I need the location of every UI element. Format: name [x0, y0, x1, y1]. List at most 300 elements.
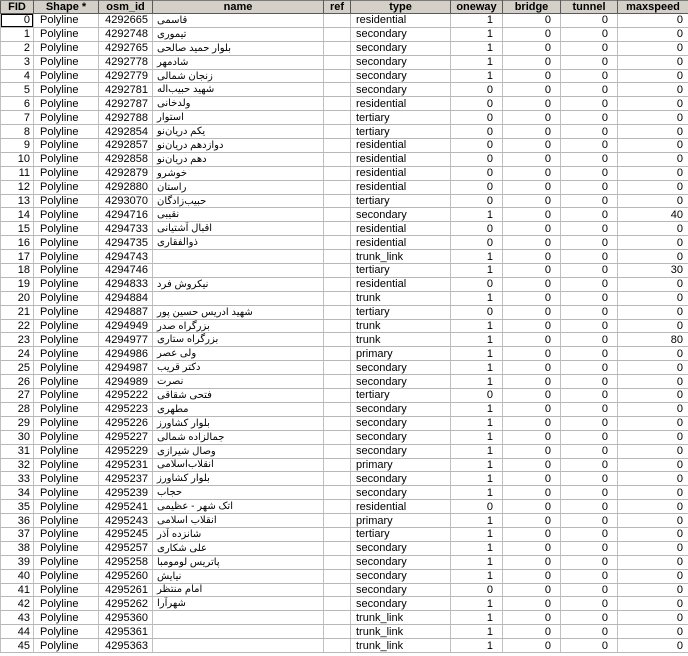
cell-ref[interactable] — [324, 583, 351, 597]
cell-type[interactable]: tertiary — [351, 389, 451, 403]
cell-oneway[interactable]: 0 — [451, 180, 503, 194]
column-header-tunnel[interactable]: tunnel — [561, 1, 618, 14]
cell-oneway[interactable]: 1 — [451, 555, 503, 569]
cell-fid[interactable]: 28 — [1, 402, 34, 416]
cell-maxspeed[interactable]: 0 — [618, 430, 688, 444]
cell-ref[interactable] — [324, 555, 351, 569]
cell-fid[interactable]: 33 — [1, 472, 34, 486]
cell-fid[interactable]: 43 — [1, 611, 34, 625]
cell-osm_id[interactable]: 4292854 — [99, 125, 153, 139]
cell-ref[interactable] — [324, 277, 351, 291]
cell-fid[interactable]: 26 — [1, 375, 34, 389]
cell-tunnel[interactable]: 0 — [561, 180, 618, 194]
cell-maxspeed[interactable]: 0 — [618, 152, 688, 166]
cell-oneway[interactable]: 0 — [451, 222, 503, 236]
cell-bridge[interactable]: 0 — [503, 361, 561, 375]
cell-maxspeed[interactable]: 0 — [618, 514, 688, 528]
cell-tunnel[interactable]: 0 — [561, 208, 618, 222]
cell-shape[interactable]: Polyline — [34, 305, 99, 319]
cell-oneway[interactable]: 0 — [451, 97, 503, 111]
cell-fid[interactable]: 4 — [1, 69, 34, 83]
cell-fid[interactable]: 30 — [1, 430, 34, 444]
cell-osm_id[interactable]: 4292778 — [99, 55, 153, 69]
cell-osm_id[interactable]: 4294989 — [99, 375, 153, 389]
cell-tunnel[interactable]: 0 — [561, 291, 618, 305]
cell-tunnel[interactable]: 0 — [561, 444, 618, 458]
cell-name[interactable] — [153, 208, 324, 222]
cell-tunnel[interactable]: 0 — [561, 639, 618, 653]
cell-osm_id[interactable]: 4295241 — [99, 500, 153, 514]
cell-name[interactable] — [153, 97, 324, 111]
cell-type[interactable]: tertiary — [351, 264, 451, 278]
cell-maxspeed[interactable]: 0 — [618, 236, 688, 250]
cell-oneway[interactable]: 1 — [451, 486, 503, 500]
cell-fid[interactable]: 2 — [1, 41, 34, 55]
cell-fid[interactable]: 13 — [1, 194, 34, 208]
cell-bridge[interactable]: 0 — [503, 541, 561, 555]
cell-fid[interactable]: 20 — [1, 291, 34, 305]
cell-shape[interactable]: Polyline — [34, 277, 99, 291]
cell-fid[interactable]: 1 — [1, 27, 34, 41]
cell-tunnel[interactable]: 0 — [561, 500, 618, 514]
cell-type[interactable]: trunk_link — [351, 625, 451, 639]
cell-fid[interactable]: 35 — [1, 500, 34, 514]
cell-tunnel[interactable]: 0 — [561, 250, 618, 264]
cell-osm_id[interactable]: 4292779 — [99, 69, 153, 83]
cell-shape[interactable]: Polyline — [34, 152, 99, 166]
cell-fid[interactable]: 34 — [1, 486, 34, 500]
cell-oneway[interactable]: 1 — [451, 361, 503, 375]
cell-maxspeed[interactable]: 0 — [618, 83, 688, 97]
cell-ref[interactable] — [324, 486, 351, 500]
cell-tunnel[interactable]: 0 — [561, 69, 618, 83]
cell-shape[interactable]: Polyline — [34, 639, 99, 653]
cell-oneway[interactable]: 1 — [451, 625, 503, 639]
cell-bridge[interactable]: 0 — [503, 291, 561, 305]
cell-osm_id[interactable]: 4292787 — [99, 97, 153, 111]
cell-ref[interactable] — [324, 111, 351, 125]
cell-osm_id[interactable]: 4294743 — [99, 250, 153, 264]
cell-fid[interactable]: 25 — [1, 361, 34, 375]
cell-type[interactable]: secondary — [351, 375, 451, 389]
cell-tunnel[interactable]: 0 — [561, 472, 618, 486]
cell-bridge[interactable]: 0 — [503, 208, 561, 222]
cell-oneway[interactable]: 0 — [451, 236, 503, 250]
cell-type[interactable]: secondary — [351, 486, 451, 500]
cell-ref[interactable] — [324, 389, 351, 403]
cell-type[interactable]: trunk — [351, 319, 451, 333]
cell-osm_id[interactable]: 4295226 — [99, 416, 153, 430]
cell-shape[interactable]: Polyline — [34, 333, 99, 347]
cell-fid[interactable]: 29 — [1, 416, 34, 430]
cell-maxspeed[interactable]: 0 — [618, 472, 688, 486]
cell-osm_id[interactable]: 4292765 — [99, 41, 153, 55]
cell-bridge[interactable]: 0 — [503, 514, 561, 528]
cell-tunnel[interactable]: 0 — [561, 486, 618, 500]
cell-type[interactable]: tertiary — [351, 125, 451, 139]
cell-shape[interactable]: Polyline — [34, 514, 99, 528]
cell-osm_id[interactable]: 4292788 — [99, 111, 153, 125]
cell-type[interactable]: secondary — [351, 444, 451, 458]
cell-type[interactable]: secondary — [351, 83, 451, 97]
cell-ref[interactable] — [324, 514, 351, 528]
cell-bridge[interactable]: 0 — [503, 555, 561, 569]
cell-bridge[interactable]: 0 — [503, 375, 561, 389]
cell-maxspeed[interactable]: 0 — [618, 125, 688, 139]
cell-bridge[interactable]: 0 — [503, 347, 561, 361]
cell-osm_id[interactable]: 4295222 — [99, 389, 153, 403]
cell-fid[interactable]: 41 — [1, 583, 34, 597]
cell-fid[interactable]: 18 — [1, 264, 34, 278]
cell-name[interactable] — [153, 375, 324, 389]
cell-fid[interactable]: 16 — [1, 236, 34, 250]
cell-tunnel[interactable]: 0 — [561, 264, 618, 278]
cell-maxspeed[interactable]: 0 — [618, 625, 688, 639]
cell-osm_id[interactable]: 4295229 — [99, 444, 153, 458]
cell-oneway[interactable]: 1 — [451, 208, 503, 222]
cell-name[interactable] — [153, 514, 324, 528]
cell-type[interactable]: residential — [351, 139, 451, 153]
cell-ref[interactable] — [324, 236, 351, 250]
cell-oneway[interactable]: 1 — [451, 611, 503, 625]
cell-ref[interactable] — [324, 69, 351, 83]
cell-name[interactable] — [153, 305, 324, 319]
cell-ref[interactable] — [324, 152, 351, 166]
cell-name[interactable] — [153, 472, 324, 486]
cell-tunnel[interactable]: 0 — [561, 41, 618, 55]
cell-bridge[interactable]: 0 — [503, 152, 561, 166]
cell-tunnel[interactable]: 0 — [561, 194, 618, 208]
cell-name[interactable] — [153, 222, 324, 236]
cell-name[interactable] — [153, 111, 324, 125]
cell-osm_id[interactable]: 4295361 — [99, 625, 153, 639]
cell-maxspeed[interactable]: 0 — [618, 639, 688, 653]
cell-fid[interactable]: 19 — [1, 277, 34, 291]
cell-oneway[interactable]: 0 — [451, 583, 503, 597]
cell-tunnel[interactable]: 0 — [561, 139, 618, 153]
cell-ref[interactable] — [324, 444, 351, 458]
cell-name[interactable] — [153, 555, 324, 569]
cell-bridge[interactable]: 0 — [503, 639, 561, 653]
cell-ref[interactable] — [324, 430, 351, 444]
cell-osm_id[interactable]: 4295260 — [99, 569, 153, 583]
cell-ref[interactable] — [324, 264, 351, 278]
column-header-oneway[interactable]: oneway — [451, 1, 503, 14]
cell-shape[interactable]: Polyline — [34, 375, 99, 389]
cell-maxspeed[interactable]: 0 — [618, 222, 688, 236]
cell-tunnel[interactable]: 0 — [561, 430, 618, 444]
cell-maxspeed[interactable]: 0 — [618, 291, 688, 305]
cell-ref[interactable] — [324, 472, 351, 486]
cell-bridge[interactable]: 0 — [503, 222, 561, 236]
cell-tunnel[interactable]: 0 — [561, 361, 618, 375]
cell-name[interactable] — [153, 319, 324, 333]
cell-oneway[interactable]: 1 — [451, 402, 503, 416]
column-header-name[interactable]: name — [153, 1, 324, 14]
cell-ref[interactable] — [324, 27, 351, 41]
cell-type[interactable]: tertiary — [351, 527, 451, 541]
cell-type[interactable]: secondary — [351, 430, 451, 444]
cell-tunnel[interactable]: 0 — [561, 416, 618, 430]
cell-name[interactable] — [153, 83, 324, 97]
cell-oneway[interactable]: 1 — [451, 514, 503, 528]
cell-type[interactable]: trunk_link — [351, 250, 451, 264]
cell-ref[interactable] — [324, 347, 351, 361]
cell-shape[interactable]: Polyline — [34, 347, 99, 361]
cell-oneway[interactable]: 1 — [451, 27, 503, 41]
cell-type[interactable]: primary — [351, 514, 451, 528]
cell-shape[interactable]: Polyline — [34, 597, 99, 611]
cell-bridge[interactable]: 0 — [503, 527, 561, 541]
cell-type[interactable]: secondary — [351, 583, 451, 597]
column-header-ref[interactable]: ref — [324, 1, 351, 14]
cell-shape[interactable]: Polyline — [34, 55, 99, 69]
cell-shape[interactable]: Polyline — [34, 402, 99, 416]
cell-ref[interactable] — [324, 139, 351, 153]
cell-maxspeed[interactable]: 0 — [618, 569, 688, 583]
cell-osm_id[interactable]: 4295257 — [99, 541, 153, 555]
cell-bridge[interactable]: 0 — [503, 583, 561, 597]
cell-osm_id[interactable]: 4292857 — [99, 139, 153, 153]
cell-oneway[interactable]: 1 — [451, 14, 503, 28]
cell-osm_id[interactable]: 4295237 — [99, 472, 153, 486]
cell-type[interactable]: residential — [351, 14, 451, 28]
cell-osm_id[interactable]: 4294884 — [99, 291, 153, 305]
cell-shape[interactable]: Polyline — [34, 14, 99, 28]
cell-osm_id[interactable]: 4294987 — [99, 361, 153, 375]
cell-name[interactable] — [153, 264, 324, 278]
cell-name[interactable] — [153, 347, 324, 361]
cell-shape[interactable]: Polyline — [34, 430, 99, 444]
cell-bridge[interactable]: 0 — [503, 402, 561, 416]
cell-tunnel[interactable]: 0 — [561, 166, 618, 180]
cell-type[interactable]: secondary — [351, 555, 451, 569]
cell-ref[interactable] — [324, 361, 351, 375]
cell-maxspeed[interactable]: 0 — [618, 375, 688, 389]
cell-type[interactable]: tertiary — [351, 111, 451, 125]
cell-bridge[interactable]: 0 — [503, 625, 561, 639]
cell-oneway[interactable]: 0 — [451, 166, 503, 180]
cell-tunnel[interactable]: 0 — [561, 111, 618, 125]
cell-type[interactable]: secondary — [351, 541, 451, 555]
cell-ref[interactable] — [324, 291, 351, 305]
cell-fid[interactable]: 27 — [1, 389, 34, 403]
cell-name[interactable] — [153, 597, 324, 611]
cell-ref[interactable] — [324, 569, 351, 583]
cell-ref[interactable] — [324, 166, 351, 180]
cell-shape[interactable]: Polyline — [34, 569, 99, 583]
cell-maxspeed[interactable]: 0 — [618, 389, 688, 403]
cell-shape[interactable]: Polyline — [34, 527, 99, 541]
cell-shape[interactable]: Polyline — [34, 555, 99, 569]
cell-shape[interactable]: Polyline — [34, 69, 99, 83]
cell-name[interactable] — [153, 500, 324, 514]
cell-bridge[interactable]: 0 — [503, 111, 561, 125]
cell-fid[interactable]: 12 — [1, 180, 34, 194]
cell-type[interactable]: residential — [351, 166, 451, 180]
cell-oneway[interactable]: 0 — [451, 139, 503, 153]
cell-maxspeed[interactable]: 80 — [618, 333, 688, 347]
cell-bridge[interactable]: 0 — [503, 139, 561, 153]
cell-name[interactable] — [153, 639, 324, 653]
cell-maxspeed[interactable]: 0 — [618, 541, 688, 555]
cell-maxspeed[interactable]: 0 — [618, 347, 688, 361]
cell-fid[interactable]: 45 — [1, 639, 34, 653]
cell-tunnel[interactable]: 0 — [561, 514, 618, 528]
cell-shape[interactable]: Polyline — [34, 611, 99, 625]
cell-osm_id[interactable]: 4295243 — [99, 514, 153, 528]
cell-tunnel[interactable]: 0 — [561, 27, 618, 41]
cell-type[interactable]: residential — [351, 277, 451, 291]
cell-osm_id[interactable]: 4294833 — [99, 277, 153, 291]
cell-maxspeed[interactable]: 0 — [618, 277, 688, 291]
cell-oneway[interactable]: 1 — [451, 472, 503, 486]
cell-oneway[interactable]: 0 — [451, 389, 503, 403]
cell-shape[interactable]: Polyline — [34, 83, 99, 97]
cell-maxspeed[interactable]: 0 — [618, 27, 688, 41]
cell-tunnel[interactable]: 0 — [561, 14, 618, 28]
column-header-shape[interactable]: Shape * — [34, 1, 99, 14]
cell-oneway[interactable]: 1 — [451, 69, 503, 83]
cell-type[interactable]: secondary — [351, 416, 451, 430]
cell-bridge[interactable]: 0 — [503, 458, 561, 472]
cell-oneway[interactable]: 1 — [451, 541, 503, 555]
cell-type[interactable]: secondary — [351, 69, 451, 83]
cell-type[interactable]: residential — [351, 180, 451, 194]
cell-bridge[interactable]: 0 — [503, 416, 561, 430]
cell-bridge[interactable]: 0 — [503, 597, 561, 611]
cell-name[interactable] — [153, 139, 324, 153]
cell-shape[interactable]: Polyline — [34, 139, 99, 153]
cell-tunnel[interactable]: 0 — [561, 402, 618, 416]
cell-ref[interactable] — [324, 541, 351, 555]
cell-maxspeed[interactable]: 0 — [618, 305, 688, 319]
cell-tunnel[interactable]: 0 — [561, 555, 618, 569]
cell-osm_id[interactable]: 4295261 — [99, 583, 153, 597]
cell-osm_id[interactable]: 4292880 — [99, 180, 153, 194]
cell-tunnel[interactable]: 0 — [561, 319, 618, 333]
cell-name[interactable] — [153, 41, 324, 55]
cell-name[interactable] — [153, 389, 324, 403]
cell-bridge[interactable]: 0 — [503, 166, 561, 180]
cell-fid[interactable]: 7 — [1, 111, 34, 125]
cell-fid[interactable]: 38 — [1, 541, 34, 555]
cell-name[interactable] — [153, 236, 324, 250]
cell-bridge[interactable]: 0 — [503, 236, 561, 250]
cell-oneway[interactable]: 1 — [451, 430, 503, 444]
cell-bridge[interactable]: 0 — [503, 319, 561, 333]
cell-name[interactable] — [153, 69, 324, 83]
cell-name[interactable] — [153, 402, 324, 416]
cell-oneway[interactable]: 1 — [451, 458, 503, 472]
cell-ref[interactable] — [324, 194, 351, 208]
cell-bridge[interactable]: 0 — [503, 97, 561, 111]
cell-name[interactable] — [153, 625, 324, 639]
cell-type[interactable]: secondary — [351, 361, 451, 375]
cell-shape[interactable]: Polyline — [34, 97, 99, 111]
cell-name[interactable] — [153, 611, 324, 625]
cell-oneway[interactable]: 1 — [451, 333, 503, 347]
cell-maxspeed[interactable]: 0 — [618, 139, 688, 153]
cell-type[interactable]: residential — [351, 152, 451, 166]
column-header-type[interactable]: type — [351, 1, 451, 14]
cell-osm_id[interactable]: 4293070 — [99, 194, 153, 208]
cell-shape[interactable]: Polyline — [34, 319, 99, 333]
cell-oneway[interactable]: 1 — [451, 291, 503, 305]
cell-fid[interactable]: 9 — [1, 139, 34, 153]
cell-ref[interactable] — [324, 625, 351, 639]
cell-shape[interactable]: Polyline — [34, 125, 99, 139]
cell-shape[interactable]: Polyline — [34, 250, 99, 264]
cell-osm_id[interactable]: 4295245 — [99, 527, 153, 541]
cell-shape[interactable]: Polyline — [34, 291, 99, 305]
cell-ref[interactable] — [324, 55, 351, 69]
cell-name[interactable] — [153, 14, 324, 28]
cell-osm_id[interactable]: 4294733 — [99, 222, 153, 236]
cell-shape[interactable]: Polyline — [34, 541, 99, 555]
cell-type[interactable]: secondary — [351, 569, 451, 583]
cell-bridge[interactable]: 0 — [503, 69, 561, 83]
cell-fid[interactable]: 22 — [1, 319, 34, 333]
cell-shape[interactable]: Polyline — [34, 416, 99, 430]
cell-osm_id[interactable]: 4294735 — [99, 236, 153, 250]
cell-maxspeed[interactable]: 0 — [618, 166, 688, 180]
cell-oneway[interactable]: 1 — [451, 319, 503, 333]
cell-ref[interactable] — [324, 83, 351, 97]
cell-fid[interactable]: 42 — [1, 597, 34, 611]
cell-osm_id[interactable]: 4294746 — [99, 264, 153, 278]
cell-fid[interactable]: 23 — [1, 333, 34, 347]
cell-osm_id[interactable]: 4295223 — [99, 402, 153, 416]
cell-shape[interactable]: Polyline — [34, 500, 99, 514]
cell-oneway[interactable]: 0 — [451, 277, 503, 291]
cell-name[interactable] — [153, 27, 324, 41]
cell-type[interactable]: residential — [351, 222, 451, 236]
cell-bridge[interactable]: 0 — [503, 180, 561, 194]
cell-osm_id[interactable]: 4295227 — [99, 430, 153, 444]
cell-type[interactable]: secondary — [351, 55, 451, 69]
cell-oneway[interactable]: 1 — [451, 41, 503, 55]
cell-maxspeed[interactable]: 0 — [618, 458, 688, 472]
cell-shape[interactable]: Polyline — [34, 166, 99, 180]
cell-type[interactable]: secondary — [351, 27, 451, 41]
cell-maxspeed[interactable]: 0 — [618, 444, 688, 458]
cell-tunnel[interactable]: 0 — [561, 333, 618, 347]
cell-tunnel[interactable]: 0 — [561, 611, 618, 625]
cell-bridge[interactable]: 0 — [503, 444, 561, 458]
cell-maxspeed[interactable]: 0 — [618, 597, 688, 611]
cell-shape[interactable]: Polyline — [34, 27, 99, 41]
cell-shape[interactable]: Polyline — [34, 194, 99, 208]
cell-osm_id[interactable]: 4295258 — [99, 555, 153, 569]
cell-shape[interactable]: Polyline — [34, 486, 99, 500]
cell-name[interactable] — [153, 194, 324, 208]
cell-bridge[interactable]: 0 — [503, 569, 561, 583]
cell-fid[interactable]: 3 — [1, 55, 34, 69]
cell-name[interactable] — [153, 166, 324, 180]
cell-oneway[interactable]: 1 — [451, 444, 503, 458]
cell-ref[interactable] — [324, 333, 351, 347]
cell-tunnel[interactable]: 0 — [561, 347, 618, 361]
cell-type[interactable]: secondary — [351, 597, 451, 611]
cell-maxspeed[interactable]: 0 — [618, 180, 688, 194]
cell-name[interactable] — [153, 486, 324, 500]
cell-bridge[interactable]: 0 — [503, 389, 561, 403]
cell-bridge[interactable]: 0 — [503, 194, 561, 208]
column-header-fid[interactable]: FID — [1, 1, 34, 14]
cell-name[interactable] — [153, 416, 324, 430]
cell-osm_id[interactable]: 4294949 — [99, 319, 153, 333]
